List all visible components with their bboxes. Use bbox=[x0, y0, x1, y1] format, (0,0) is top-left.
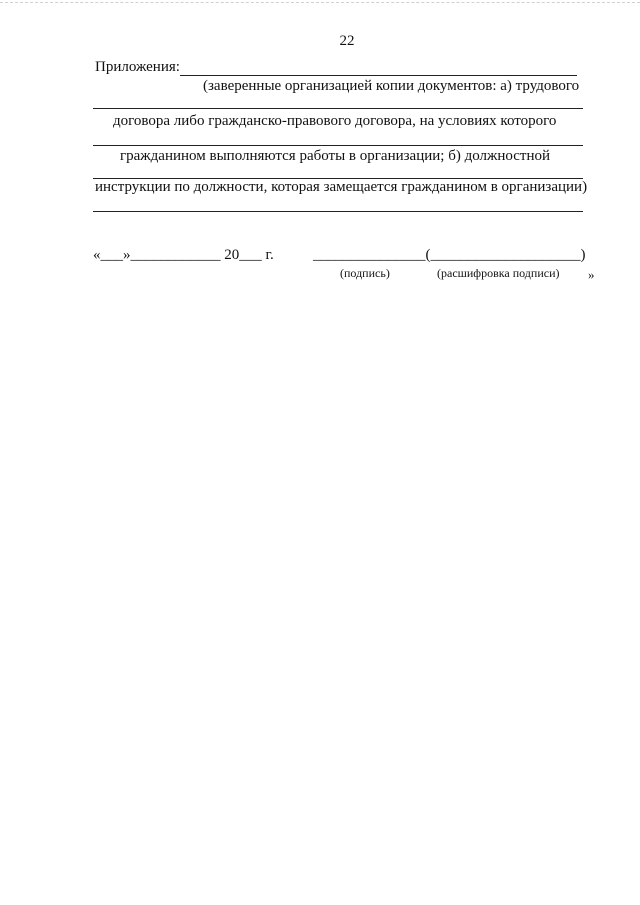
closing-quote: » bbox=[588, 267, 595, 282]
attachments-text-line: гражданином выполняются работы в организации; б) должностной bbox=[120, 148, 551, 164]
attachments-label: Приложения: bbox=[95, 59, 180, 75]
signature-caption: (подпись) bbox=[340, 266, 390, 280]
attachments-text-line: договора либо гражданско-правового договора, на условиях которого bbox=[113, 113, 557, 129]
scan-edge-line bbox=[0, 2, 640, 3]
attachments-text-line: (заверенные организацией копии документов: а) трудового bbox=[203, 78, 580, 94]
fill-line bbox=[93, 211, 583, 212]
attachments-text-line: инструкции по должности, которая замещается гражданином в организации) bbox=[95, 179, 588, 195]
date-field: «___»____________ 20___ г. bbox=[93, 247, 274, 263]
signature-decoding-caption: (расшифровка подписи) bbox=[437, 266, 560, 280]
signature-field: _______________(____________________) bbox=[313, 247, 586, 263]
fill-line bbox=[93, 108, 583, 109]
page-number: 22 bbox=[339, 33, 355, 49]
attachments-fill-line bbox=[180, 75, 577, 76]
fill-line bbox=[93, 145, 583, 146]
